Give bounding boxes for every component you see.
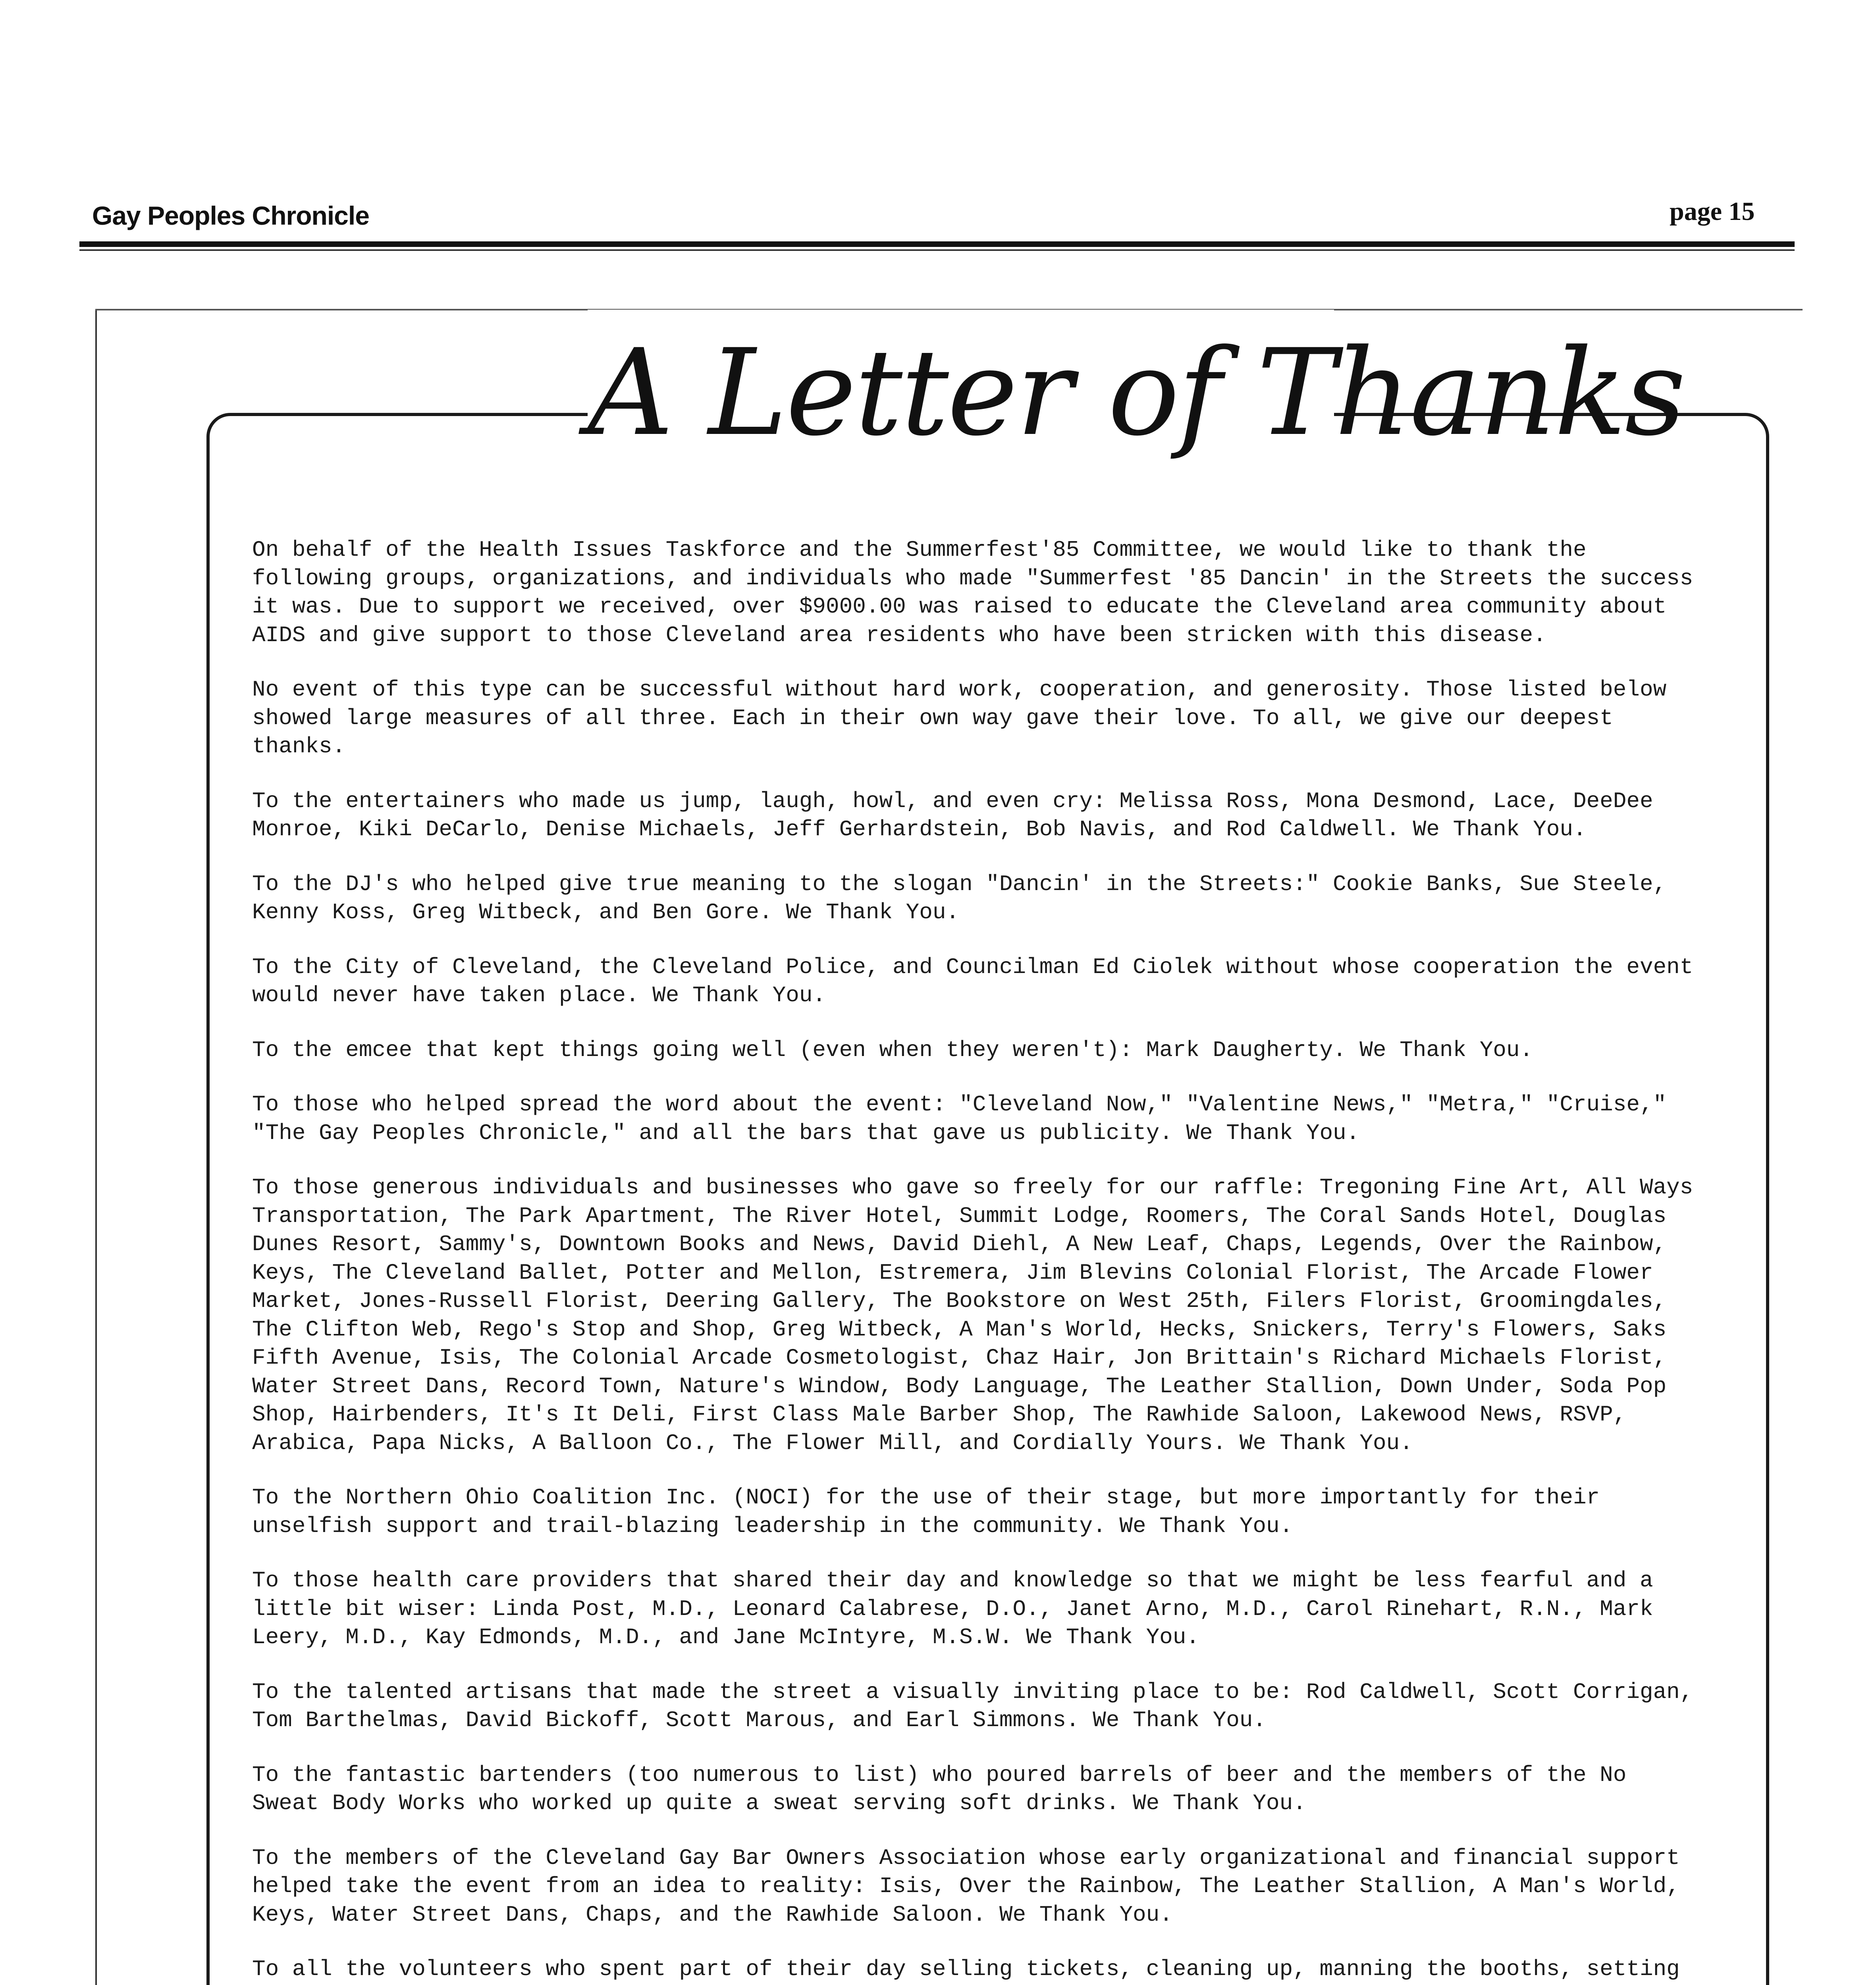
paragraph: To the DJ's who helped give true meaning to the slogan "Dancin' in the Streets:" Cookie Banks, Sue Steele, Kenny Koss, Greg Witbeck, and Ben Gore. We Thank You. xyxy=(252,871,1667,925)
paragraph: To the fantastic bartenders (too numerous to list) who poured barrels of beer and the members of the No Sweat Body Works who worked up quite a sweat serving soft drinks. We Thank You. xyxy=(252,1762,1627,1816)
paragraph: To the Northern Ohio Coalition Inc. (NOCI) for the use of their stage, but more importantly for their unselfish support and trail-blazing leadership in the community. We Thank You. xyxy=(252,1485,1600,1539)
page-number: page 15 xyxy=(1670,197,1755,226)
paragraph: To those who helped spread the word about the event: "Cleveland Now," "Valentine News," "Metra," "Cruise," "The Gay Peoples Chronicle," and all the bars that gave us publicity. We Thank You. xyxy=(252,1092,1667,1146)
paragraph: No event of this type can be successful without hard work, cooperation, and generosity. Those listed below showed large measures of all three. Each in their own way gave their love. To all, we give our deepest thanks. xyxy=(252,677,1667,759)
paragraph: To the talented artisans that made the street a visually inviting place to be: Rod Caldwell, Scott Corrigan, Tom Barthelmas, David Bickoff, Scott Marous, and Earl Simmons. We Thank You. xyxy=(252,1679,1693,1733)
header-rule xyxy=(79,241,1795,247)
paragraph: To the entertainers who made us jump, laugh, howl, and even cry: Melissa Ross, Mona Desmond, Lace, DeeDee Monroe, Kiki DeCarlo, Denise Michaels, Jeff Gerhardstein, Bob Navis, and Rod Caldwell. We Thank You. xyxy=(252,788,1653,842)
paragraph: To the members of the Cleveland Gay Bar Owners Association whose early organizational and financial support helped take the event from an idea to reality: Isis, Over the Rainbow, The Leather Stallion, A Man's World, Keys, Water Street Dans, Chaps, and the Rawhide Saloon. We Thank You. xyxy=(252,1845,1680,1927)
paragraph: To those generous individuals and businesses who gave so freely for our raffle: Tregoning Fine Art, All Ways Transportation, The Park Apartment, The River Hotel, Summit Lodge, Roomers, The Coral Sands Hotel, Douglas Dunes Resort, Sammy's, Downtown Books and News, David Diehl, A New Leaf, Chaps, Legends, Over the Rainbow, Keys, The Cleveland Ballet, Potter and Mellon, Estremera, Jim Blevins Colonial Florist, The Arcade Flower Market, Jones-Russell Florist, Deering Gallery, The Bookstore on West 25th, Filers Florist, Groomingdales, The Clifton Web, Rego's Stop and Shop, Greg Witbeck, A Man's World, Hecks, Snickers, Terry's Flowers, Saks Fifth Avenue, Isis, The Colonial Arcade Cosmetologist, Chaz Hair, Jon Brittain's Richard Michaels Florist, Water Street Dans, Record Town, Nature's Window, Body Language, The Leather Stallion, Down Under, Soda Pop Shop, Hairbenders, It's It Deli, First Class Male Barber Shop, The Rawhide Saloon, Lakewood News, RSVP, Arabica, Papa Nicks, A Balloon Co., The Flower Mill, and Cordially Yours. We Thank You. xyxy=(252,1175,1693,1456)
paragraph: On behalf of the Health Issues Taskforce and the Summerfest'85 Committee, we would like to thank the following groups, organizations, and individuals who made "Summerfest '85 Dancin' in the Streets the success it was. Due to support we received, over $9000.00 was raised to educate the Cleveland area community about AIDS and give support to those Cleveland area residents who have been stricken with this disease. xyxy=(252,537,1693,648)
paragraph: To those health care providers that shared their day and knowledge so that we might be less fearful and a little bit wiser: Linda Post, M.D., Leonard Calabrese, D.O., Janet Arno, M.D., Carol Rinehart, R.N., Mark Leery, M.D., Kay Edmonds, M.D., and Jane McIntyre, M.S.W. We Thank You. xyxy=(252,1568,1653,1650)
frame-left-rule xyxy=(95,309,97,1985)
header-rule-thin xyxy=(79,249,1795,251)
letter-title: A Letter of Thanks xyxy=(588,324,1685,462)
letter-body xyxy=(252,536,1705,1985)
paragraph: To all the volunteers who spent part of their day selling tickets, cleaning up, manning the booths, setting xyxy=(252,1956,1680,1982)
paragraph: To the emcee that kept things going well (even when they weren't): Mark Daugherty. We Thank You. xyxy=(252,1037,1533,1063)
publication-name: Gay Peoples Chronicle xyxy=(92,201,369,230)
paragraph: To the City of Cleveland, the Cleveland Police, and Councilman Ed Ciolek without whose cooperation the event would never have taken place. We Thank You. xyxy=(252,954,1693,1008)
